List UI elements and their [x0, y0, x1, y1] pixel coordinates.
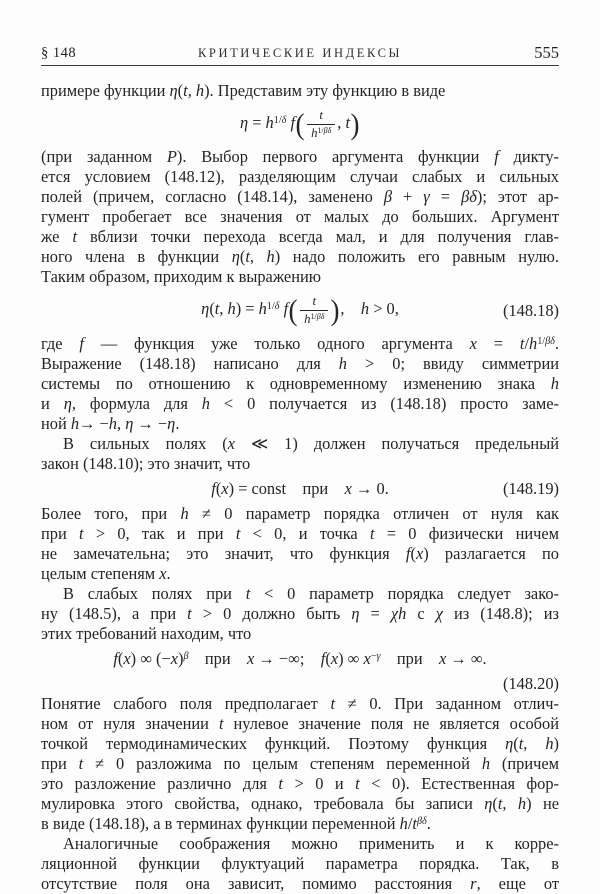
formula-body: f(x) = const при x → 0. [211, 478, 389, 498]
paragraph [41, 81, 559, 101]
text-line: же t вблизи точки перехода всегда мал, и для получения глав- [41, 227, 559, 247]
formula-lhs: η(t, $h) = h^{1/\delta}$ f [201, 299, 289, 319]
equation-number: (148.19) [503, 478, 559, 498]
paragraph [41, 584, 559, 644]
formula-body [201, 294, 399, 326]
display-formula [41, 108, 559, 140]
text-line: В сильных полях (x ≪ 1) должен получаться предельный [63, 433, 559, 453]
running-head [41, 44, 559, 66]
text-line: примере функции η(t, h). Представим эту функцию в виде [41, 81, 446, 100]
paragraph [41, 834, 559, 894]
text-line: целым степеням x. [41, 563, 171, 583]
page-number: 555 [534, 43, 559, 62]
paragraph [41, 694, 559, 834]
text-line: гумент пробегает все значения от малых до больших. Аргумент [41, 207, 559, 227]
text-line: Понятие слабого поля предполагает t ≠ 0. При заданном отлич- [41, 693, 559, 713]
page-body [41, 81, 559, 894]
text-line: это разложение различно для t > 0 и t < 0). Естественная фор- [41, 773, 560, 793]
text-line: В слабых полях при t < 0 параметр порядка следует зако- [63, 583, 559, 603]
text-line: ляционной функции флуктуаций параметра порядка. Так, в [41, 853, 559, 873]
paragraph [41, 334, 559, 434]
text-line: где f — функция уже только одного аргумента $x = t/h^{1/\beta\delta}$. [41, 333, 559, 353]
open-paren: ( [288, 294, 298, 328]
text-line: не замечательна; это значит, что функция f(x) разлагается по [41, 543, 559, 563]
equation-number: (148.20) [503, 673, 559, 693]
text-line: Более того, при h ≠ 0 параметр порядка отличен от нуля как [41, 503, 559, 523]
display-formula [41, 479, 559, 499]
text-line: (при заданном P). Выбор первого аргумента функции f дикту- [41, 147, 560, 167]
open-paren: ( [295, 107, 305, 141]
fraction-denominator: $h^{1/\beta\delta}$ [304, 312, 325, 327]
paragraph [41, 504, 559, 584]
text-line: ном от нуля значении t нулевое значение поля не является особой [41, 713, 559, 733]
text-line: мулировка этого свойства, однако, требовала бы записи η(t, h) не [41, 793, 559, 813]
text-line: Аналогичные соображения можно применить и к корре- [63, 833, 559, 853]
text-line: закон (148.10); это значит, что [41, 453, 251, 473]
running-title: КРИТИЧЕСКИЕ ИНДЕКСЫ [197, 46, 403, 60]
text-line: при t ≠ 0 разложима по целым степеням переменной h (причем [41, 753, 559, 773]
text-line: ну (148.5), а при t > 0 должно быть η = χh с χ из (148.8); из [41, 603, 559, 623]
close-paren: ) [350, 107, 360, 141]
fraction-numerator: t [300, 294, 328, 311]
display-formula [41, 649, 559, 669]
fraction [300, 294, 328, 326]
text-line: ной h→ −h, η → −η. [41, 413, 180, 433]
text-line: при t > 0, так и при t < 0, и точка t = 0 физически ничем [41, 523, 560, 543]
text-line: в виде (148.18), а в терминах функции переменной $h/t^{\beta\delta}$. [41, 813, 431, 833]
formula-tail: , h > 0, [340, 299, 399, 319]
formula-lhs: $\eta = h^{1/\delta}$ f [239, 112, 296, 132]
text-line: ного члена в функции η(t, h) надо положить его равным нулю. [41, 247, 559, 267]
paragraph [41, 434, 559, 474]
formula-body [240, 108, 360, 140]
text-line: точкой термодинамических функций. Поэтому функция η(t, h) [41, 733, 559, 753]
text-line: полей (причем, согласно (148.14), заменено β + γ = βδ); этот ар- [41, 187, 559, 207]
fraction-denominator: $h^{1/\beta\delta}$ [311, 125, 332, 140]
section-number: § 148 [41, 45, 77, 61]
text-line: отсутствие поля она зависит, помимо расстояния r, еще от [41, 873, 560, 893]
text-line: системы по отношению к одновременному изменению знака h [41, 373, 559, 393]
paragraph [41, 147, 559, 287]
text-line: и η, формула для h < 0 получается из (148.18) просто заме- [41, 393, 559, 413]
formula-body: f(x) ∞ $(-x)^\beta$ при x → −∞; f(x) ∞ $x^{-\gamma}$ при x → ∞. [113, 648, 487, 668]
text-line: ется условием (148.12), разделяющим случаи слабых и сильных [41, 167, 559, 187]
fraction-numerator: t [307, 108, 335, 125]
formula-inner-post: , t [337, 112, 351, 132]
fraction [307, 108, 335, 140]
text-line: этих требований находим, что [41, 623, 252, 643]
equation-number: (148.18) [503, 300, 559, 320]
text-line: Таким образом, приходим к выражению [41, 267, 321, 287]
close-paren: ) [330, 294, 340, 328]
text-line: Выражение (148.18) написано для h > 0; ввиду симметрии [41, 353, 559, 373]
display-formula [41, 294, 559, 326]
